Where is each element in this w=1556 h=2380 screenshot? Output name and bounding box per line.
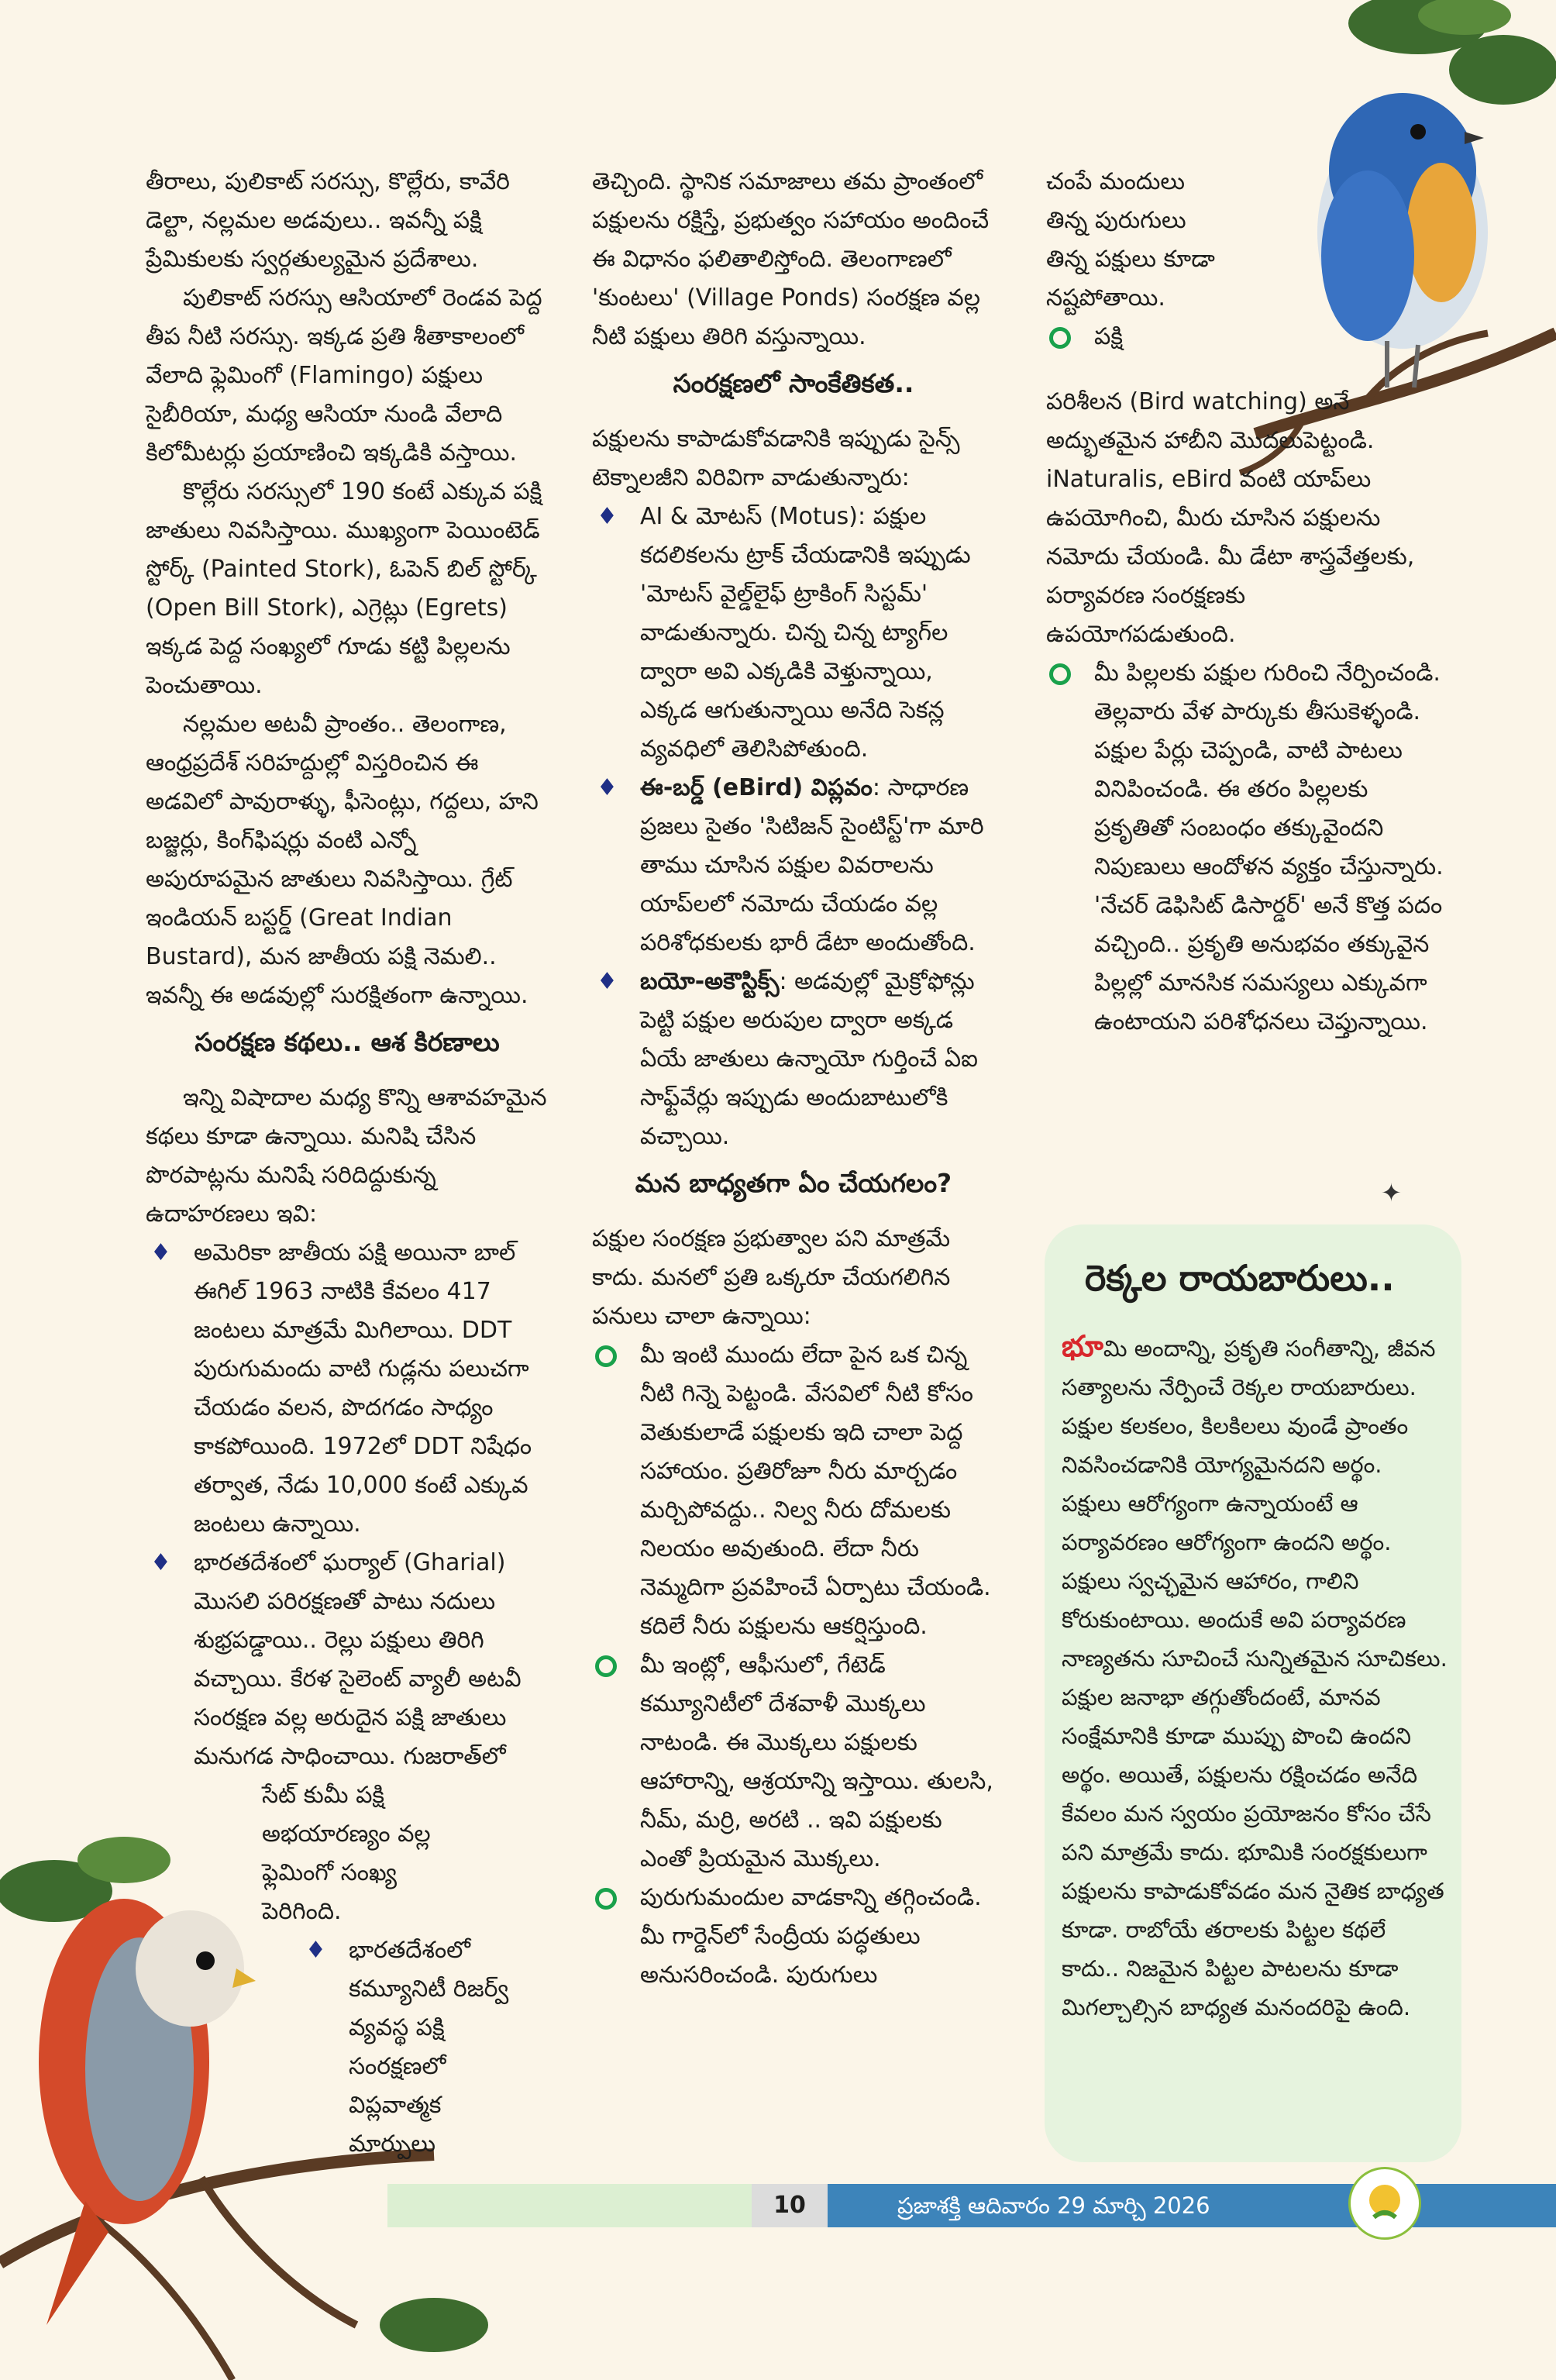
paragraph: పక్షుల సంరక్షణ ప్రభుత్వాల పని మాత్రమే కాదు. మనలో ప్రతి ఒక్కరూ చేయగలిగిన పనులు చాలా ఉన్నాయి: (592, 1225, 951, 1330)
paragraph: తెచ్చింది. స్థానిక సమాజాలు తమ ప్రాంతంలో పక్షులను రక్షిస్తే, ప్రభుత్వం సహాయం అందించే ఈ విధానం ఫలితాలిస్తోంది. తెలంగాణలో 'కుంటలు' (Village Ponds) సంరక్షణ వల్ల నీటి పక్షులు తిరిగి వస్తున్నాయి. (592, 168, 990, 350)
paragraph: నల్లమల అటవీ ప్రాంతం.. తెలంగాణ, ఆంధ్రప్రదేశ్ సరిహద్దుల్లో విస్తరించిన ఈ అడవిలో పావురాళ్ళు, ఫీసెంట్లు, గద్దలు, హని బజ్జర్లు, కింగ్‌ఫిషర్లు వంటి ఎన్నో అపురూపమైన జాతులు నివసిస్తాయి. గ్రేట్ ఇండియన్ బస్టర్డ్ (Great Indian Bustard), మన జాతీయ పక్షి నెమలి.. ఇవన్నీ ఈ అడవుల్లో సురక్షితంగా ఉన్నాయి. (146, 711, 539, 1009)
bullet-item: ♦ భారతదేశంలో ఘర్యాల్ (Gharial) మొసలి పరిరక్షణతో పాటు నదులు శుభ్రపడ్డాయి.. రెల్లు పక్షులు తిరిగి వచ్చాయి. కేరళ సైలెంట్ వ్యాలీ అటవీ సంరక్షణ వల్ల అరుదైన పక్షి జాతులు మనుగడ సాధించాయి. గుజరాత్‌లో (146, 1544, 549, 1776)
section-heading: మన బాధ్యతగా ఏం చేయగలం? (635, 1168, 952, 1198)
paragraph: ఇన్ని విషాదాల మధ్య కొన్ని ఆశావహమైన కథలు కూడా ఉన్నాయి. మనిషి చేసిన పొరపాట్లను మనిషే సరిదిద్దుకున్న ఉదాహరణలు ఇవి: (146, 1084, 547, 1228)
circle-bullet-icon (1049, 327, 1071, 349)
bullet-item: ♦ ఈ-బర్డ్ (eBird) విప్లవం: సాధారణ ప్రజలు సైతం 'సిటిజన్ సైంటిస్ట్'గా మారి తాము చూసిన పక్షుల వివరాలను యాప్‌లలో నమోదు చేయడం వల్ల పరిశోధకులకు భారీ డేటా అందుతోంది. (592, 769, 995, 963)
article-column-1 (146, 163, 549, 2164)
section-heading: సంరక్షణ కథలు.. ఆశ కిరణాలు (194, 1027, 500, 1057)
article-column-2 (592, 163, 995, 1995)
diamond-bullet-icon: ♦ (597, 503, 618, 530)
diamond-bullet-icon: ♦ (597, 774, 618, 801)
section-heading: సంరక్షణలో సాంకేతికత.. (673, 368, 914, 398)
bullet-item: మీ పిల్లలకు పక్షుల గురించి నేర్పించండి. తెల్లవారు వేళ పార్కుకు తీసుకెళ్ళండి. పక్షుల పేర్లు చెప్పండి, వాటి పాటలు వినిపించండి. ఈ తరం పిల్లలకు ప్రకృతితో సంబంధం తక్కువైందని నిపుణులు ఆందోళన వ్యక్తం చేస్తున్నారు. 'నేచర్ డెఫిసిట్ డిసార్డర్' అనే కొత్త పదం వచ్చింది.. ప్రకృతి అనుభవం తక్కువైన పిల్లల్లో మానసిక సమస్యలు ఎక్కువగా ఉంటాయని పరిశోధనలు చెప్తున్నాయి. (1046, 654, 1449, 1042)
footer-publication: ప్రజాశక్తి ఆదివారం 29 మార్చి 2026 (828, 2184, 1556, 2227)
diamond-bullet-icon: ♦ (150, 1549, 171, 1576)
diamond-bullet-icon: ♦ (597, 968, 618, 995)
bullet-item: ♦ బయో-అకౌస్టిక్స్: అడవుల్లో మైక్రోఫోన్లు పెట్టి పక్షుల అరుపుల ద్వారా అక్కడ ఏయే జాతులు ఉన్నాయో గుర్తించే ఏఐ సాఫ్ట్‌వేర్లు ఇప్పుడు అందుబాటులోకి వచ్చాయి. (592, 963, 995, 1156)
diamond-bullet-icon: ♦ (305, 1937, 326, 1964)
circle-bullet-icon (1049, 663, 1071, 685)
circle-bullet-icon (595, 1345, 617, 1367)
box-body: భూమి అందాన్ని, ప్రకృతి సంగీతాన్ని, జీవన సత్యాలను నేర్పించే రెక్కల రాయబారులు. పక్షుల కలకలం, కిలకిలలు వుండే ప్రాంతం నివసించడానికి యోగ్యమైనదని అర్థం. పక్షులు ఆరోగ్యంగా ఉన్నాయంటే ఆ పర్యావరణం ఆరోగ్యంగా ఉందని అర్థం. పక్షులు స్వచ్ఛమైన ఆహారం, గాలిని కోరుకుంటాయి. అందుకే అవి పర్యావరణ నాణ్యతను సూచించే సున్నితమైన సూచికలు. పక్షుల జనాభా తగ్గుతోందంటే, మానవ సంక్షేమానికి కూడా ముప్పు పొంచి ఉందని అర్థం. అయితే, పక్షులను రక్షించడం అనేది కేవలం మన స్వయం ప్రయోజనం కోసం చేసే పని మాత్రమే కాదు. భూమికి సంరక్షకులుగా పక్షులను కాపాడుకోవడం మన నైతిక బాధ్యత కూడా. రాబోయే తరాలకు పిట్టల కథలే కాదు.. నిజమైన పిట్టల పాటలను కూడా మిగల్చాల్సిన బాధ్యత మనందరిపై ఉంది. (1062, 1329, 1448, 2020)
bullet-item: ♦ AI & మోటస్ (Motus): పక్షుల కదలికలను ట్రాక్ చేయడానికి ఇప్పుడు 'మోటస్ వైల్డ్‌లైఫ్ ట్రాకింగ్ సిస్టమ్' వాడుతున్నారు. చిన్న చిన్న ట్యాగ్‌ల ద్వారా అవి ఎక్కడికి వెళ్తున్నాయి, ఎక్కడ ఆగుతున్నాయి అనేది సెకన్ల వ్యవధిలో తెలిసిపోతుంది. (592, 498, 995, 769)
diamond-bullet-icon: ♦ (150, 1239, 171, 1266)
article-column-3 (1046, 163, 1449, 1042)
circle-bullet-icon (595, 1888, 617, 1910)
bullet-item: పక్షి (1046, 318, 1449, 356)
page-number: 10 (752, 2184, 828, 2227)
box-title: రెక్కల రాయబారులు.. (1085, 1257, 1395, 1299)
bullet-item: మీ ఇంటి ముందు లేదా పైన ఒక చిన్న నీటి గిన్నె పెట్టండి. వేసవిలో నీటి కోసం వెతుకులాడే పక్షులకు ఇది చాలా పెద్ద సహాయం. ప్రతిరోజూ నీరు మార్చడం మర్చిపోవద్దు.. నిల్వ నీరు దోమలకు నిలయం అవుతుంది. లేదా నీరు నెమ్మదిగా ప్రవహించే ఏర్పాటు చేయండి. కదిలే నీరు పక్షులను ఆకర్షిస్తుంది. (592, 1336, 995, 1646)
paragraph: కొల్లేరు సరస్సులో 190 కంటే ఎక్కువ పక్షి జాతులు నివసిస్తాయి. ముఖ్యంగా పెయింటెడ్ స్టోర్క్ (Painted Stork), ఓపెన్ బిల్ స్టోర్క్ (Open Bill Stork), ఎగ్రెట్లు (Egrets) ఇక్కడ పెద్ద సంఖ్యలో గూడు కట్టి పిల్లలను పెంచుతాయి. (146, 478, 542, 699)
end-mark-icon: ✦ (1381, 1178, 1402, 1207)
drop-cap: భూ (1062, 1329, 1103, 1363)
paragraph: తీరాలు, పులికాట్ సరస్సు, కొల్లేరు, కావేరి డెల్టా, నల్లమల అడవులు.. ఇవన్నీ పక్షి ప్రేమికులకు స్వర్గతుల్యమైన ప్రదేశాలు. (146, 168, 510, 273)
bullet-item: ♦ అమెరికా జాతీయ పక్షి అయినా బాల్ ఈగిల్ 1963 నాటికి కేవలం 417 జంటలు మాత్రమే మిగిలాయి. DDT పురుగుమందు వాటి గుడ్లను పలుచగా చేయడం వలన, పొదగడం సాధ్యం కాకపోయింది. 1972లో DDT నిషేధం తర్వాత, నేడు 10,000 కంటే ఎక్కువ జంటలు ఉన్నాయి. (146, 1234, 549, 1544)
footer-bar-left (387, 2184, 752, 2227)
publication-logo-icon (1348, 2167, 1421, 2240)
circle-bullet-icon (595, 1655, 617, 1677)
paragraph: పరిశీలన (Bird watching) అనే అద్భుతమైన హాబీని మొదలుపెట్టండి. iNaturalis, eBird వంటి యాప్‌లు ఉపయోగించి, మీరు చూసిన పక్షులను నమోదు చేయండి. మీ డేటా శాస్త్రవేత్తలకు, పర్యావరణ సంరక్షణకు ఉపయోగపడుతుంది. (1046, 388, 1415, 648)
paragraph: పక్షులను కాపాడుకోవడానికి ఇప్పుడు సైన్స్ టెక్నాలజీని విరివిగా వాడుతున్నారు: (592, 425, 960, 491)
bullet-item: మీ ఇంట్లో, ఆఫీసులో, గేటెడ్ కమ్యూనిటీలో దేశవాళీ మొక్కలు నాటండి. ఈ మొక్కలు పక్షులకు ఆహారాన్ని, ఆశ్రయాన్ని ఇస్తాయి. తులసి, నీమ్, మర్రి, అరటి .. ఇవి పక్షులకు ఎంతో ప్రియమైన మొక్కలు. (592, 1646, 995, 1879)
bullet-item: ♦ భారతదేశంలో కమ్యూనిటీ రిజర్వ్ వ్యవస్థ పక్షి సంరక్షణలో విప్లవాత్మక మార్పులు (301, 1931, 511, 2164)
paragraph: చంపే మందులు తిన్న పురుగులు తిన్న పక్షులు కూడా నష్టపోతాయి. (1046, 168, 1215, 312)
paragraph: పులికాట్ సరస్సు ఆసియాలో రెండవ పెద్ద తీప నీటి సరస్సు. ఇక్కడ ప్రతి శీతాకాలంలో వేలాది ఫ్లెమింగో (Flamingo) పక్షులు సైబీరియా, మధ్య ఆసియా నుండి వేలాది కిలోమీటర్లు ప్రయాణించి ఇక్కడికి వస్తాయి. (146, 284, 542, 467)
paragraph: సేట్ కుమీ పక్షి అభయారణ్యం వల్ల ఫ్లెమింగో సంఖ్య పెరిగింది. (262, 1782, 431, 1925)
bullet-item: పురుగుమందుల వాడకాన్ని తగ్గించండి. మీ గార్డెన్‌లో సేంద్రీయ పద్ధతులు అనుసరించండి. పురుగులు (592, 1879, 995, 1995)
